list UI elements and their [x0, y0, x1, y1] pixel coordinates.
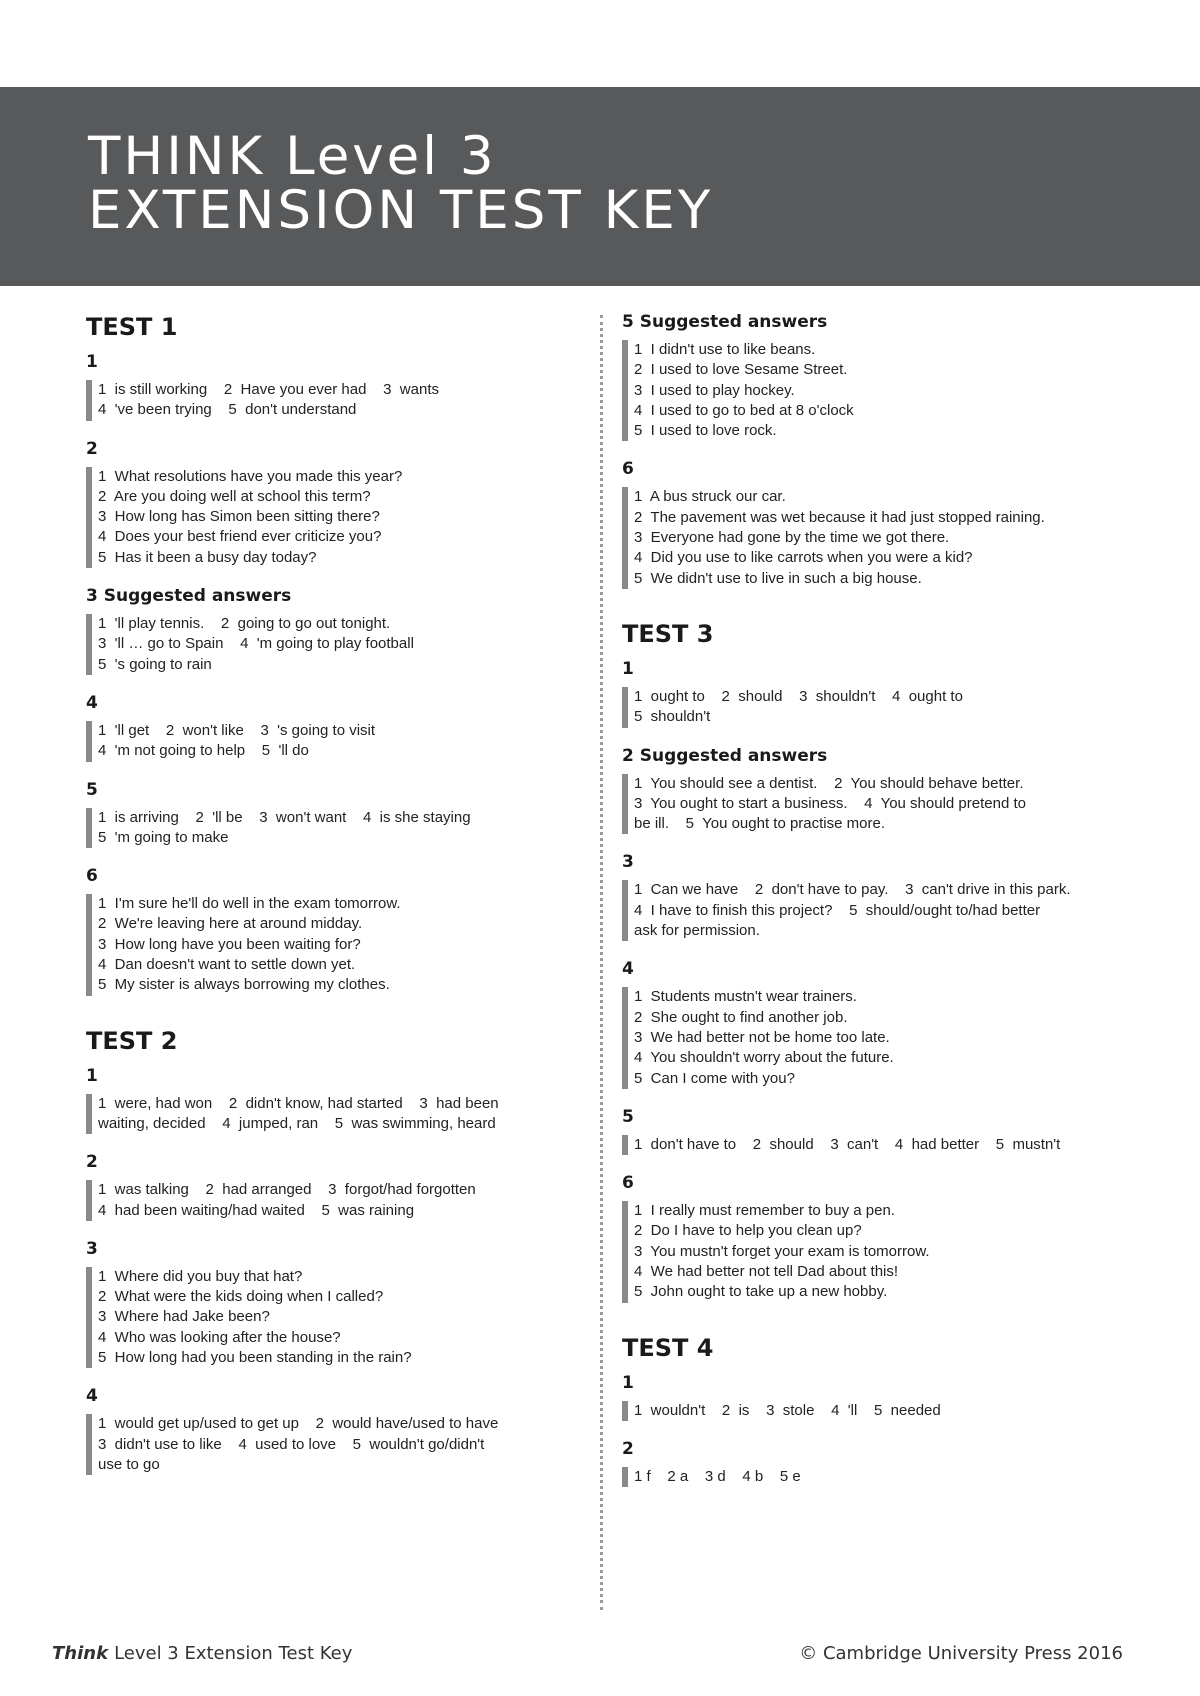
answer-section [622, 659, 1102, 728]
answer-section [86, 586, 546, 675]
answer-line: 1 were, had won 2 didn't know, had started 3 had been [98, 1094, 499, 1112]
answer-line: 5 John ought to take up a new hobby. [634, 1283, 888, 1301]
spacer [622, 1321, 1102, 1333]
answer-block [86, 894, 546, 995]
answer-line: 2 I used to love Sesame Street. [634, 361, 848, 379]
title-line-2: EXTENSION TEST KEY [88, 180, 714, 241]
answer-block [622, 1135, 1102, 1155]
answer-section [86, 780, 546, 849]
answer-section [622, 459, 1102, 588]
answer-section [622, 746, 1102, 835]
answer-block [622, 987, 1102, 1088]
footer-left [52, 1643, 352, 1665]
answer-line: 1 ought to 2 should 3 shouldn't 4 ought to [634, 687, 963, 705]
footer-brand: Think [52, 1643, 109, 1664]
answer-section [622, 1107, 1102, 1155]
answer-line: 2 We're leaving here at around midday. [98, 915, 363, 933]
answer-line: 4 Who was looking after the house? [98, 1328, 341, 1346]
answer-line: 3 I used to play hockey. [634, 381, 795, 399]
section-heading: 3 [622, 852, 634, 873]
answer-block [86, 614, 546, 675]
answer-line: 4 Does your best friend ever criticize you? [98, 528, 382, 546]
answer-line: 3 You ought to start a business. 4 You should pretend to [634, 794, 1026, 812]
answer-line: 3 How long has Simon been sitting there? [98, 508, 380, 526]
answer-block [622, 1201, 1102, 1302]
answer-section [86, 1152, 546, 1221]
answer-line: 5 Has it been a busy day today? [98, 548, 317, 566]
section-heading: 4 [86, 1386, 98, 1407]
answer-line: 2 Are you doing well at school this term? [98, 487, 371, 505]
section-heading: 2 [86, 1152, 98, 1173]
answer-line: 5 's going to rain [98, 655, 212, 673]
answer-section [86, 1066, 546, 1135]
answer-line: 1 A bus struck our car. [634, 488, 786, 506]
answer-line: 1 I really must remember to buy a pen. [634, 1202, 895, 1220]
answer-line: 5 shouldn't [634, 708, 711, 726]
answer-line: be ill. 5 You ought to practise more. [634, 815, 885, 833]
answer-section [622, 1439, 1102, 1487]
answer-block [622, 340, 1102, 441]
answer-line: 5 Can I come with you? [634, 1069, 795, 1087]
answer-line: 3 Where had Jake been? [98, 1308, 270, 1326]
answer-line: 3 You mustn't forget your exam is tomorrow. [634, 1242, 930, 1260]
answer-line: 3 didn't use to like 4 used to love 5 wouldn't go/didn't [98, 1435, 485, 1453]
answer-block [86, 1094, 546, 1135]
answer-line: 5 I used to love rock. [634, 422, 777, 440]
answer-line: 2 Do I have to help you clean up? [634, 1222, 862, 1240]
section-heading: 2 [622, 1438, 634, 1459]
answer-line: 5 My sister is always borrowing my clothes. [98, 976, 390, 994]
test-title: TEST 4 [622, 1333, 714, 1362]
answer-line: 1 is still working 2 Have you ever had 3 wants [98, 381, 439, 398]
answer-line: waiting, decided 4 jumped, ran 5 was swimming, heard [98, 1114, 496, 1132]
test-title: TEST 1 [86, 313, 178, 341]
answer-block [86, 380, 546, 421]
answer-line: 4 'm not going to help 5 'll do [98, 742, 309, 760]
section-heading: 1 [86, 352, 98, 372]
answer-line: 4 I have to finish this project? 5 should/ought to/had better [634, 901, 1041, 919]
section-heading: 4 [622, 959, 634, 980]
answer-line: 1 Students mustn't wear trainers. [634, 988, 857, 1006]
answer-block [86, 1180, 546, 1221]
answer-section [86, 352, 546, 421]
answer-block [622, 880, 1102, 941]
answer-line: 4 Dan doesn't want to settle down yet. [98, 956, 356, 974]
answer-line: 1 I'm sure he'll do well in the exam tomorrow. [98, 895, 401, 913]
section-heading: 3 [86, 1238, 98, 1259]
answer-line: 4 had been waiting/had waited 5 was raining [98, 1201, 415, 1219]
answer-line: 2 What were the kids doing when I called? [98, 1288, 384, 1306]
section-heading: 6 [622, 1173, 634, 1194]
title-line-1: THINK Level 3 [88, 126, 497, 187]
answer-line: 3 'll … go to Spain 4 'm going to play football [98, 635, 414, 653]
answer-line: 4 We had better not tell Dad about this! [634, 1263, 899, 1281]
section-heading: 5 [622, 1106, 634, 1127]
answer-block [622, 487, 1102, 588]
spacer [622, 607, 1102, 619]
section-heading: 3 Suggested answers [86, 586, 292, 607]
answer-line: ask for permission. [634, 922, 760, 940]
footer-title: Level 3 Extension Test Key [114, 1643, 353, 1664]
section-heading: 5 Suggested answers [622, 312, 828, 332]
test-title: TEST 2 [86, 1026, 178, 1055]
answer-line: 2 She ought to find another job. [634, 1008, 848, 1026]
section-heading: 2 Suggested answers [622, 745, 828, 766]
answer-line: 4 Did you use to like carrots when you were a kid? [634, 549, 973, 567]
answer-line: 1 wouldn't 2 is 3 stole 4 'll 5 needed [634, 1401, 941, 1419]
answer-section [622, 959, 1102, 1088]
answer-line: 1 was talking 2 had arranged 3 forgot/had forgotten [98, 1181, 476, 1199]
answer-section [86, 866, 546, 995]
answer-line: 1 I didn't use to like beans. [634, 341, 816, 358]
section-heading: 6 [622, 459, 634, 480]
answer-line: 1 f 2 a 3 d 4 b 5 e [634, 1467, 801, 1485]
answer-section [86, 1386, 546, 1475]
page-title [88, 126, 714, 241]
answer-line: 1 You should see a dentist. 2 You should behave better. [634, 774, 1024, 792]
answer-block [622, 687, 1102, 728]
answer-block [622, 1467, 1102, 1487]
spacer [86, 1014, 546, 1026]
answer-section [622, 852, 1102, 941]
answer-line: 1 is arriving 2 'll be 3 won't want 4 is she staying [98, 808, 471, 826]
answer-section [86, 693, 546, 762]
answer-line: 5 'm going to make [98, 828, 229, 846]
answer-line: 1 'll get 2 won't like 3 's going to visit [98, 721, 376, 739]
answer-section [622, 1173, 1102, 1302]
answer-line: 1 Can we have 2 don't have to pay. 3 can't drive in this park. [634, 881, 1071, 899]
answer-line: 3 We had better not be home too late. [634, 1028, 890, 1046]
column-divider [600, 315, 603, 1610]
answer-line: 4 You shouldn't worry about the future. [634, 1049, 894, 1067]
answer-block [622, 1401, 1102, 1421]
section-heading: 1 [622, 1372, 634, 1393]
answer-block [622, 774, 1102, 835]
answer-line: 5 We didn't use to live in such a big house. [634, 569, 922, 587]
left-column [86, 312, 546, 1493]
answer-line: 3 Everyone had gone by the time we got there. [634, 529, 950, 547]
section-heading: 4 [86, 692, 98, 713]
answer-block [86, 1414, 546, 1475]
answer-block [86, 467, 546, 568]
answer-line: 3 How long have you been waiting for? [98, 935, 361, 953]
section-heading: 5 [86, 779, 98, 800]
answer-line: 4 I used to go to bed at 8 o'clock [634, 401, 854, 419]
answer-block [86, 1267, 546, 1368]
answer-section [86, 439, 546, 568]
test-title: TEST 3 [622, 619, 714, 648]
section-heading: 1 [622, 658, 634, 679]
answer-section [622, 1373, 1102, 1421]
answer-line: use to go [98, 1455, 160, 1473]
answer-section [86, 1239, 546, 1368]
answer-section [622, 312, 1102, 441]
answer-block [86, 808, 546, 849]
answer-block [86, 721, 546, 762]
answer-line: 1 would get up/used to get up 2 would have/used to have [98, 1415, 499, 1433]
section-heading: 1 [86, 1065, 98, 1086]
section-heading: 2 [86, 438, 98, 459]
answer-line: 4 've been trying 5 don't understand [98, 401, 357, 419]
answer-line: 2 The pavement was wet because it had just stopped raining. [634, 508, 1045, 526]
answer-line: 1 What resolutions have you made this year? [98, 467, 403, 485]
section-heading: 6 [86, 866, 98, 887]
right-column [622, 312, 1102, 1505]
answer-line: 1 'll play tennis. 2 going to go out tonight. [98, 615, 391, 633]
answer-line: 5 How long had you been standing in the rain? [98, 1349, 412, 1367]
answer-line: 1 Where did you buy that hat? [98, 1267, 303, 1285]
answer-line: 1 don't have to 2 should 3 can't 4 had better 5 mustn't [634, 1135, 1061, 1153]
footer-copyright: © Cambridge University Press 2016 [799, 1643, 1123, 1664]
